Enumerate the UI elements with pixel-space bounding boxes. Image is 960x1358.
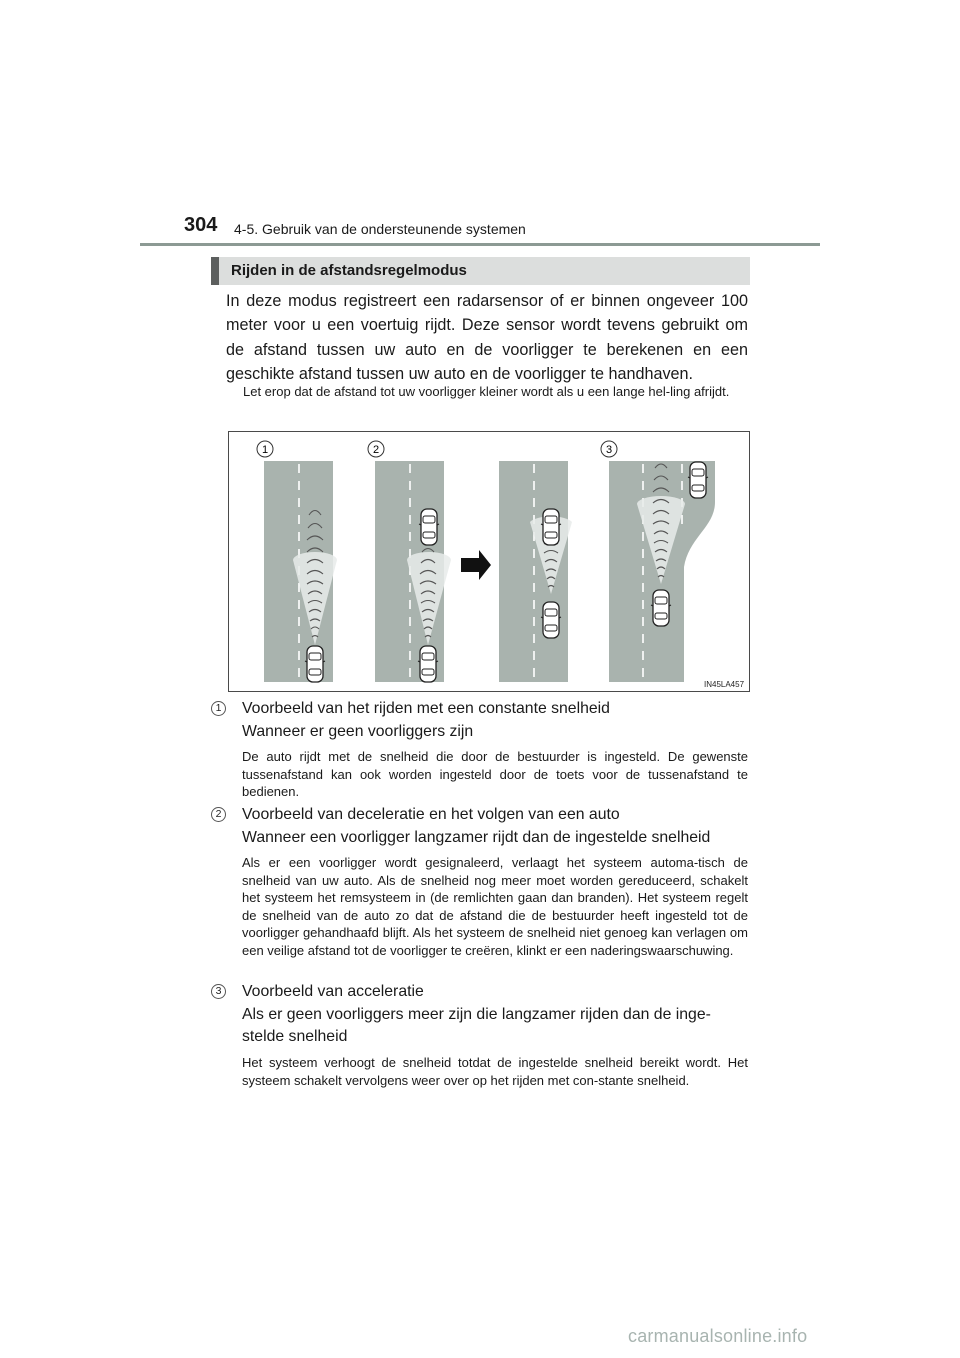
item-description-2: Als er een voorligger wordt gesignaleerd, verlaagt het systeem automa-tisch de snelheid van uw auto. Als de snelheid nog meer moet worden gereduceerd, schakelt het systeem het remsysteem in (de remlichten gaan dan branden). Het systeem regelt de snelheid van de auto zo dat de afstand die de bestuurder heeft ingesteld tot de voorligger gehandhaafd blijft. Als het systeem de snelheid niet genoeg kan verlagen om een veilige afstand tot de voorligger te creëren, klinkt er een naderingswaarschuwing. (242, 855, 748, 958)
section-bar (211, 257, 750, 285)
page-number: 304 (184, 214, 218, 236)
own-car-1 (305, 646, 325, 682)
watermark: carmanualsonline.info (628, 1326, 808, 1346)
item-subtitle-2: Wanneer een voorligger langzamer rijdt dan de ingestelde snelheid (242, 828, 711, 846)
svg-text:2: 2 (372, 444, 380, 456)
item-title-3: Voorbeeld van acceleratie (242, 983, 424, 1000)
item-title-1: Voorbeeld van het rijden met een constante snelheid (242, 700, 610, 717)
transition-arrow-icon (461, 550, 491, 580)
item-description-3: Het systeem verhoogt de snelheid totdat de ingestelde snelheid bereikt wordt. Het systeem schakelt vervolgens weer over op het rijden met con-stante snelheid. (242, 1055, 748, 1088)
item-number-2: 2 (211, 807, 226, 822)
own-car-2b (541, 602, 561, 638)
lead-car-2b (541, 509, 561, 545)
item-title-2: Voorbeeld van deceleratie en het volgen van een auto (242, 806, 620, 823)
item-subtitle-1: Wanneer er geen voorliggers zijn (242, 722, 474, 740)
other-car-3 (688, 462, 708, 498)
scene-2b-road (499, 461, 568, 682)
item-heading-1 (242, 698, 751, 743)
svg-text:1: 1 (261, 444, 269, 456)
chapter-title: 4-5. Gebruik van de ondersteunende systemen (234, 221, 526, 237)
item-heading-3 (242, 981, 751, 1049)
item-number-3: 3 (211, 984, 226, 999)
radar-figure (228, 431, 750, 692)
figure-code: IN45LA457 (704, 680, 745, 689)
item-subtitle-3: Als er geen voorliggers meer zijn die langzamer rijden dan de inge-stelde snelheid (242, 1005, 711, 1045)
scene-label-3 (601, 441, 617, 457)
svg-text:3: 3 (605, 444, 613, 456)
section-title: Rijden in de afstandsregelmodus (231, 262, 467, 279)
lead-car-2 (419, 509, 439, 545)
intro-paragraph: In deze modus registreert een radarsensor of er binnen ongeveer 100 meter voor u een voertuig rijdt. Deze sensor wordt tevens gebruikt om de afstand tussen uw auto en de voorligger te berekenen en een geschikte afstand tussen uw auto en de voorligger te handhaven. (226, 292, 748, 384)
item-heading-2 (242, 804, 751, 849)
item-number-1: 1 (211, 701, 226, 716)
scene-label-2 (368, 441, 384, 457)
scene-label-1 (257, 441, 273, 457)
own-car-3 (651, 590, 671, 626)
note-paragraph: Let erop dat de afstand tot uw voorligger kleiner wordt als u een lange hel-ling afrijdt. (243, 384, 730, 399)
own-car-2 (418, 646, 438, 682)
header-rule (140, 243, 820, 246)
item-description-1: De auto rijdt met de snelheid die door de bestuurder is ingesteld. De gewenste tussenafstand kan ook worden ingesteld door de toets voor de tussenafstand te bedienen. (242, 749, 748, 799)
